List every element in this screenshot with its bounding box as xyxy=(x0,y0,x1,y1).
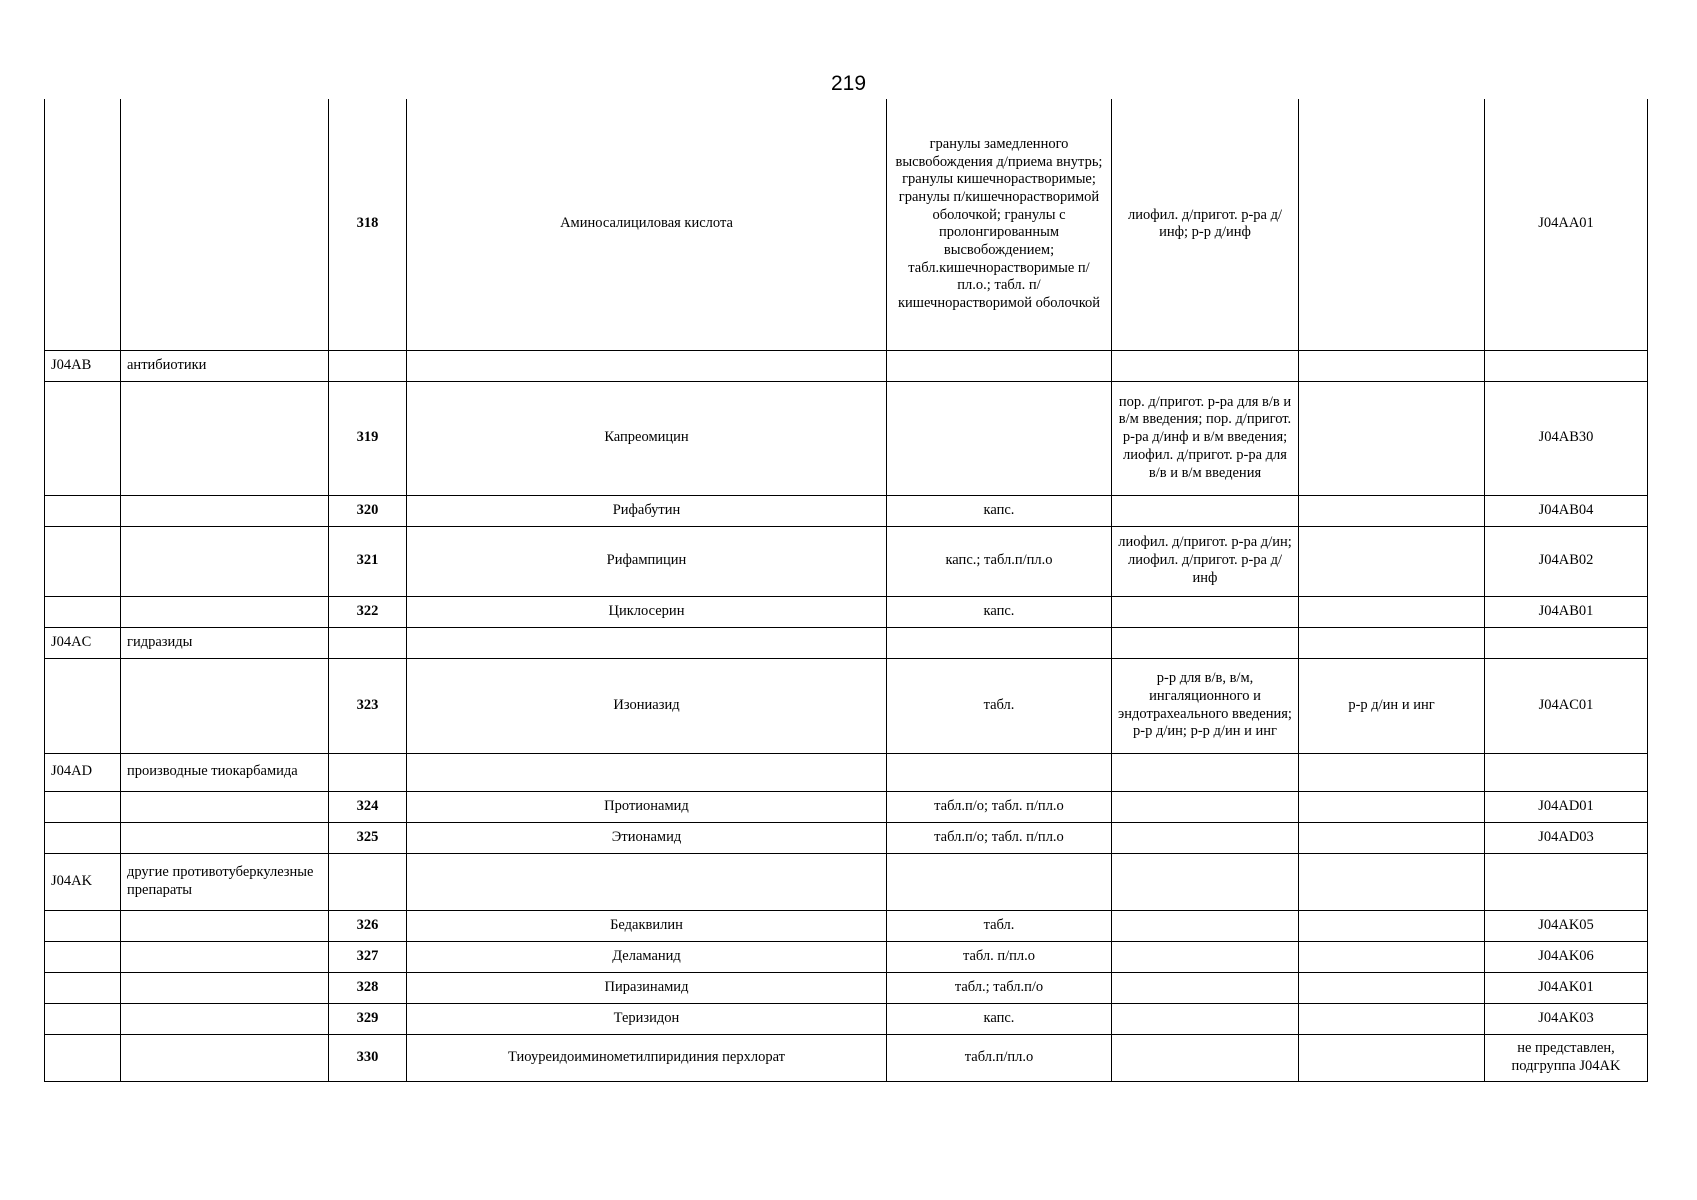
group-name-cell xyxy=(121,495,329,526)
other-form-cell xyxy=(1299,853,1485,910)
row-number-cell: 326 xyxy=(329,910,407,941)
oral-form-cell: табл.; табл.п/о xyxy=(887,972,1112,1003)
oral-form-cell xyxy=(887,853,1112,910)
table-row xyxy=(45,822,1648,853)
row-number-cell: 321 xyxy=(329,526,407,596)
atc-code-cell xyxy=(45,972,121,1003)
injection-form-cell xyxy=(1112,596,1299,627)
row-number-cell: 327 xyxy=(329,941,407,972)
group-name-cell: антибиотики xyxy=(121,350,329,381)
other-form-cell xyxy=(1299,1034,1485,1081)
table-row xyxy=(45,853,1648,910)
group-name-cell: производные тиокарбамида xyxy=(121,753,329,791)
group-name-cell xyxy=(121,658,329,753)
other-form-cell xyxy=(1299,495,1485,526)
group-name-cell xyxy=(121,1034,329,1081)
group-name-cell xyxy=(121,596,329,627)
row-number-cell: 322 xyxy=(329,596,407,627)
atc-drug-code-cell: J04AA01 xyxy=(1485,99,1648,350)
drug-name-cell: Капреомицин xyxy=(407,381,887,495)
injection-form-cell xyxy=(1112,627,1299,658)
group-name-cell xyxy=(121,99,329,350)
atc-drug-code-cell: J04AK05 xyxy=(1485,910,1648,941)
injection-form-cell xyxy=(1112,822,1299,853)
oral-form-cell: табл. xyxy=(887,910,1112,941)
other-form-cell xyxy=(1299,99,1485,350)
atc-code-cell: J04AB xyxy=(45,350,121,381)
drug-name-cell: Протионамид xyxy=(407,791,887,822)
row-number-cell: 320 xyxy=(329,495,407,526)
atc-drug-code-cell xyxy=(1485,753,1648,791)
drug-name-cell: Циклосерин xyxy=(407,596,887,627)
drug-name-cell: Бедаквилин xyxy=(407,910,887,941)
atc-code-cell xyxy=(45,822,121,853)
row-number-cell: 324 xyxy=(329,791,407,822)
atc-code-cell xyxy=(45,596,121,627)
oral-form-cell xyxy=(887,753,1112,791)
row-number-cell xyxy=(329,753,407,791)
group-name-cell: другие противотуберкулезные препараты xyxy=(121,853,329,910)
atc-code-cell xyxy=(45,941,121,972)
atc-drug-code-cell: J04AK03 xyxy=(1485,1003,1648,1034)
atc-drug-code-cell xyxy=(1485,350,1648,381)
oral-form-cell: табл.п/о; табл. п/пл.о xyxy=(887,791,1112,822)
other-form-cell xyxy=(1299,350,1485,381)
group-name-cell: гидразиды xyxy=(121,627,329,658)
atc-code-cell xyxy=(45,381,121,495)
drug-name-cell: Изониазид xyxy=(407,658,887,753)
row-number-cell: 329 xyxy=(329,1003,407,1034)
table-row xyxy=(45,596,1648,627)
atc-drug-code-cell: J04AB01 xyxy=(1485,596,1648,627)
group-name-cell xyxy=(121,941,329,972)
oral-form-cell: гранулы замедленного высвобождения д/приема внутрь; гранулы кишечнорастворимые; гранулы п/кишечнорастворимой оболочкой; гранулы с пролонгированным высвобождением; табл.кишечнорастворимые п/пл.о.; табл. п/кишечнорастворимой оболочкой xyxy=(887,99,1112,350)
table-row xyxy=(45,910,1648,941)
atc-drug-code-cell: J04AD03 xyxy=(1485,822,1648,853)
atc-drug-code-cell: J04AB04 xyxy=(1485,495,1648,526)
drug-name-cell xyxy=(407,853,887,910)
group-name-cell xyxy=(121,381,329,495)
injection-form-cell: пор. д/пригот. р-ра для в/в и в/м введения; пор. д/пригот. р-ра д/инф и в/м введения; лиофил. д/пригот. р-ра для в/в и в/м введения xyxy=(1112,381,1299,495)
group-name-cell xyxy=(121,791,329,822)
atc-code-cell xyxy=(45,99,121,350)
atc-code-cell xyxy=(45,495,121,526)
atc-drug-code-cell xyxy=(1485,627,1648,658)
table-row xyxy=(45,658,1648,753)
drug-name-cell: Тиоуреидоиминометилпиридиния перхлорат xyxy=(407,1034,887,1081)
table-row xyxy=(45,99,1648,350)
injection-form-cell xyxy=(1112,972,1299,1003)
oral-form-cell: табл. п/пл.о xyxy=(887,941,1112,972)
table-row xyxy=(45,350,1648,381)
atc-drug-code-cell: J04AD01 xyxy=(1485,791,1648,822)
oral-form-cell: табл.п/пл.о xyxy=(887,1034,1112,1081)
drug-name-cell: Аминосалициловая кислота xyxy=(407,99,887,350)
injection-form-cell xyxy=(1112,791,1299,822)
table-row xyxy=(45,627,1648,658)
other-form-cell: р-р д/ин и инг xyxy=(1299,658,1485,753)
drug-name-cell xyxy=(407,350,887,381)
oral-form-cell xyxy=(887,381,1112,495)
other-form-cell xyxy=(1299,910,1485,941)
drug-name-cell: Этионамид xyxy=(407,822,887,853)
other-form-cell xyxy=(1299,822,1485,853)
row-number-cell xyxy=(329,350,407,381)
drug-table xyxy=(44,99,1648,1082)
atc-drug-code-cell: J04AK06 xyxy=(1485,941,1648,972)
group-name-cell xyxy=(121,910,329,941)
oral-form-cell: капс. xyxy=(887,1003,1112,1034)
group-name-cell xyxy=(121,526,329,596)
table-row xyxy=(45,972,1648,1003)
oral-form-cell: капс. xyxy=(887,495,1112,526)
row-number-cell: 325 xyxy=(329,822,407,853)
table-row xyxy=(45,753,1648,791)
atc-code-cell xyxy=(45,791,121,822)
group-name-cell xyxy=(121,972,329,1003)
oral-form-cell: капс. xyxy=(887,596,1112,627)
injection-form-cell xyxy=(1112,1003,1299,1034)
atc-drug-code-cell: J04AB30 xyxy=(1485,381,1648,495)
row-number-cell: 328 xyxy=(329,972,407,1003)
atc-code-cell: J04AD xyxy=(45,753,121,791)
injection-form-cell: лиофил. д/пригот. р-ра д/ин; лиофил. д/пригот. р-ра д/инф xyxy=(1112,526,1299,596)
row-number-cell xyxy=(329,853,407,910)
atc-drug-code-cell: J04AB02 xyxy=(1485,526,1648,596)
injection-form-cell xyxy=(1112,1034,1299,1081)
other-form-cell xyxy=(1299,972,1485,1003)
atc-code-cell: J04AC xyxy=(45,627,121,658)
other-form-cell xyxy=(1299,1003,1485,1034)
other-form-cell xyxy=(1299,941,1485,972)
injection-form-cell xyxy=(1112,910,1299,941)
row-number-cell: 318 xyxy=(329,99,407,350)
other-form-cell xyxy=(1299,596,1485,627)
table-row xyxy=(45,1003,1648,1034)
group-name-cell xyxy=(121,822,329,853)
atc-drug-code-cell: не представлен, подгруппа J04AK xyxy=(1485,1034,1648,1081)
oral-form-cell: табл.п/о; табл. п/пл.о xyxy=(887,822,1112,853)
row-number-cell xyxy=(329,627,407,658)
drug-name-cell: Рифампицин xyxy=(407,526,887,596)
table-row xyxy=(45,381,1648,495)
oral-form-cell xyxy=(887,627,1112,658)
atc-drug-code-cell: J04AK01 xyxy=(1485,972,1648,1003)
injection-form-cell: р-р для в/в, в/м, ингаляционного и эндотрахеального введения; р-р д/ин; р-р д/ин и инг xyxy=(1112,658,1299,753)
table-row xyxy=(45,495,1648,526)
atc-code-cell xyxy=(45,910,121,941)
injection-form-cell: лиофил. д/пригот. р-ра д/инф; р-р д/инф xyxy=(1112,99,1299,350)
group-name-cell xyxy=(121,1003,329,1034)
drug-name-cell: Рифабутин xyxy=(407,495,887,526)
row-number-cell: 330 xyxy=(329,1034,407,1081)
other-form-cell xyxy=(1299,627,1485,658)
injection-form-cell xyxy=(1112,495,1299,526)
table-row xyxy=(45,791,1648,822)
page-number: 219 xyxy=(830,72,867,95)
other-form-cell xyxy=(1299,381,1485,495)
injection-form-cell xyxy=(1112,941,1299,972)
oral-form-cell: табл. xyxy=(887,658,1112,753)
table-row xyxy=(45,526,1648,596)
atc-code-cell xyxy=(45,526,121,596)
atc-code-cell: J04AK xyxy=(45,853,121,910)
row-number-cell: 319 xyxy=(329,381,407,495)
atc-drug-code-cell xyxy=(1485,853,1648,910)
other-form-cell xyxy=(1299,791,1485,822)
drug-name-cell xyxy=(407,753,887,791)
drug-name-cell: Теризидон xyxy=(407,1003,887,1034)
other-form-cell xyxy=(1299,753,1485,791)
injection-form-cell xyxy=(1112,350,1299,381)
atc-code-cell xyxy=(45,1003,121,1034)
drug-name-cell: Деламанид xyxy=(407,941,887,972)
atc-code-cell xyxy=(45,658,121,753)
row-number-cell: 323 xyxy=(329,658,407,753)
injection-form-cell xyxy=(1112,753,1299,791)
injection-form-cell xyxy=(1112,853,1299,910)
oral-form-cell xyxy=(887,350,1112,381)
atc-drug-code-cell: J04AC01 xyxy=(1485,658,1648,753)
table-row xyxy=(45,941,1648,972)
drug-name-cell xyxy=(407,627,887,658)
other-form-cell xyxy=(1299,526,1485,596)
drug-name-cell: Пиразинамид xyxy=(407,972,887,1003)
atc-code-cell xyxy=(45,1034,121,1081)
table-row xyxy=(45,1034,1648,1081)
oral-form-cell: капс.; табл.п/пл.о xyxy=(887,526,1112,596)
